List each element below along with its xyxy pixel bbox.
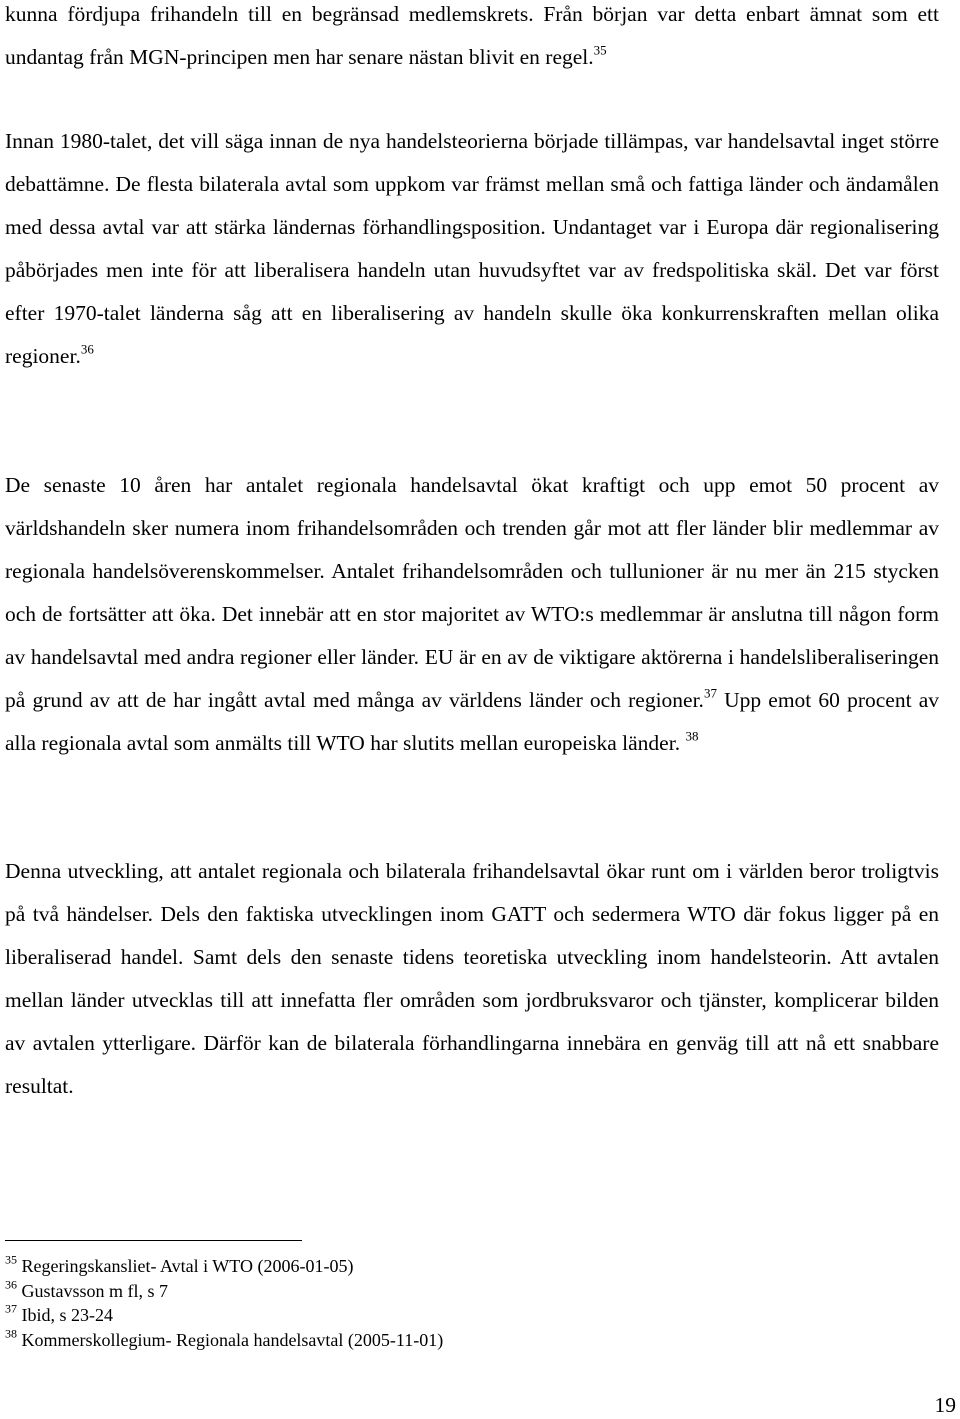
footnote-36 [5, 1279, 705, 1304]
body-paragraph-3 [5, 464, 939, 765]
footnote-reference: 38 [685, 728, 699, 744]
footnotes [5, 1254, 705, 1352]
footnote-number: 35 [5, 1252, 17, 1267]
paragraph-text: Upp emot 60 procent av alla regionala avtal som anmälts till WTO har slutits mellan europeiska länder. [5, 688, 939, 755]
footnote-38 [5, 1328, 705, 1353]
footnote-37 [5, 1303, 705, 1328]
body-paragraph-1 [5, 0, 939, 79]
page-number: 19 [934, 1393, 956, 1417]
footnote-number: 36 [5, 1277, 17, 1292]
footnote-35 [5, 1254, 705, 1279]
footnote-text: Gustavsson m fl, s 7 [21, 1280, 169, 1301]
paragraph-text: Denna utveckling, att antalet regionala och bilaterala frihandelsavtal ökar runt om i världen beror troligtvis på två händelser. Dels den faktiska utvecklingen inom GATT och sedermera WTO där fokus ligger på en liberaliserad handel. Samt dels den senaste tidens teoretiska utveckling inom handelsteorin. Att avtalen mellan länder utvecklas till att innefatta fler områden som jordbruksvaror och tjänster, komplicerar bilden av avtalen ytterligare. Därför kan de bilaterala förhandlingarna innebära en genväg till att nå ett snabbare resultat. [5, 859, 939, 1098]
body-paragraph-4 [5, 850, 939, 1108]
footnote-reference: 36 [80, 341, 94, 357]
footnote-separator [5, 1240, 302, 1241]
footnote-text: Ibid, s 23-24 [21, 1305, 113, 1325]
footnote-number: 37 [5, 1301, 17, 1316]
footnote-reference: 37 [703, 685, 717, 701]
footnote-text: Kommerskollegium- Regionala handelsavtal (2005-11-01) [21, 1329, 444, 1350]
footnote-text: Regeringskansliet- Avtal i WTO (2006-01-05) [21, 1256, 354, 1276]
paragraph-text: Innan 1980-talet, det vill säga innan de nya handelsteorierna började tillämpas, var handelsavtal inget större debattämne. De flesta bilaterala avtal som uppkom var främst mellan små och fattiga länder och ändamålen med dessa avtal var att stärka ländernas förhandlingsposition. Undantaget var i Europa där regionalisering påbörjades men inte för att liberalisera handeln utan huvudsyftet var av fredspolitiska skäl. Det var först efter 1970-talet länderna såg att en liberalisering av handeln skulle öka konkurrenskraften mellan olika regioner. [5, 129, 939, 368]
body-paragraph-2 [5, 120, 939, 378]
footnote-reference: 35 [593, 42, 607, 58]
footnote-number: 38 [5, 1326, 17, 1341]
paragraph-text: kunna fördjupa frihandeln till en begränsad medlemskrets. Från början var detta enbart ämnat som ett undantag från MGN-principen men har senare nästan blivit en regel. [5, 2, 939, 69]
paragraph-text: De senaste 10 åren har antalet regionala handelsavtal ökat kraftigt och upp emot 50 procent av världshandeln sker numera inom frihandelsområden och trenden går mot att fler länder blir medlemmar av regionala handelsöverenskommelser. Antalet frihandelsområden och tullunioner är nu mer än 215 stycken och de fortsätter att öka. Det innebär att en stor majoritet av WTO:s medlemmar är anslutna till någon form av handelsavtal med andra regioner eller länder. EU är en av de viktigare aktörerna i handelsliberaliseringen på grund av att de har ingått avtal med många av världens länder och regioner. [5, 473, 939, 712]
